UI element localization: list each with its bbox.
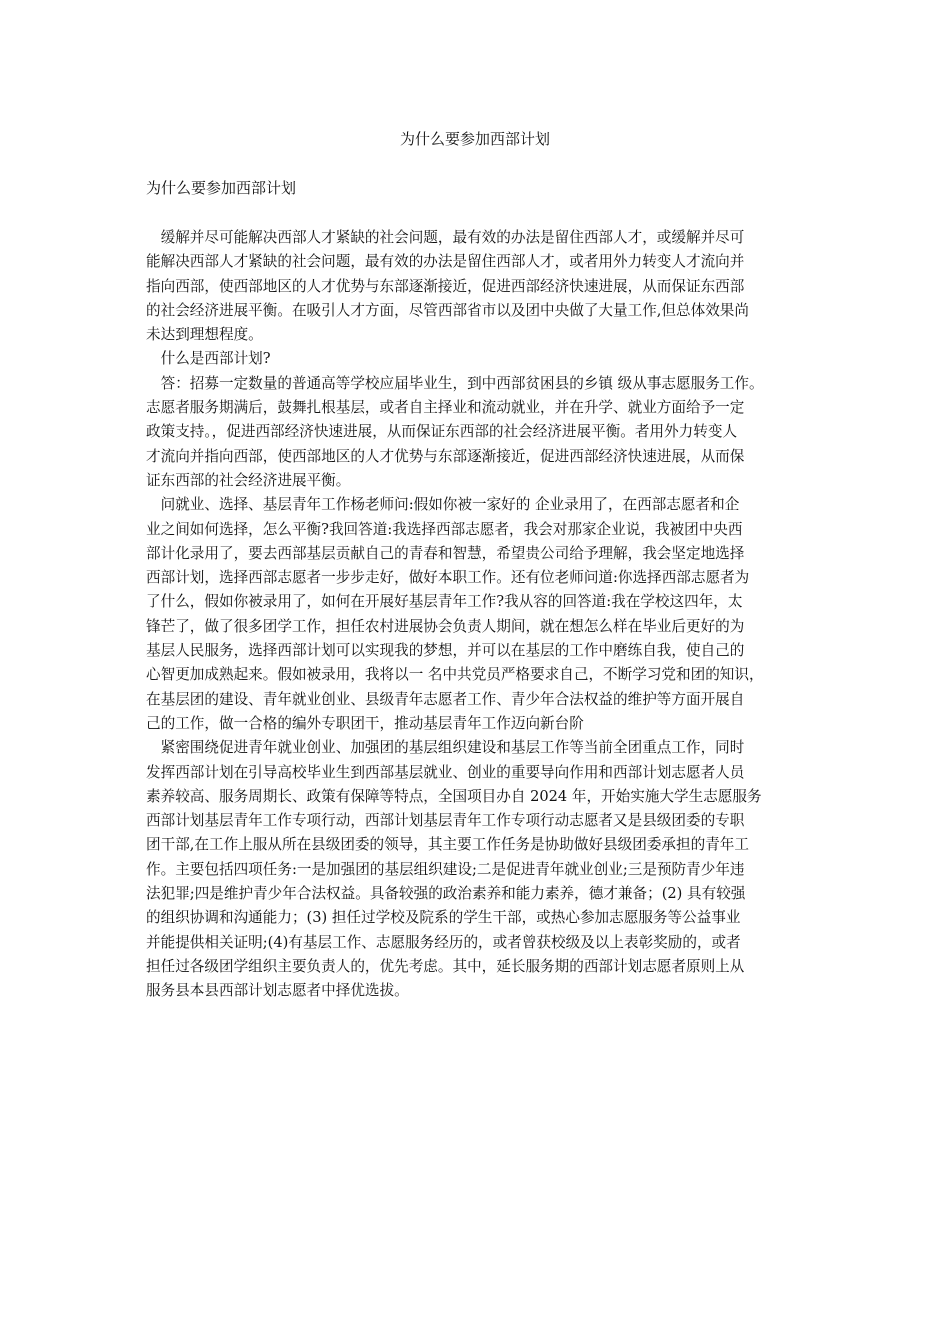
body-line: 发挥西部计划在引导高校毕业生到西部基层就业、创业的重要导向作用和西部计划志愿者人员 <box>146 763 745 781</box>
document-title: 为什么要参加西部计划 <box>399 130 550 148</box>
body-line: 指向西部，使西部地区的人才优势与东部逐渐接近，促进西部经济快速进展，从而保证东西部 <box>146 277 745 295</box>
body-line: 缓解并尽可能解决西部人才紧缺的社会问题，最有效的办法是留住西部人才，或缓解并尽可 <box>146 229 745 246</box>
body-line: 证东西部的社会经济进展平衡。 <box>146 471 351 489</box>
body-line: 的组织协调和沟通能力；(3) 担任过学校及院系的学生干部，或热心参加志愿服务等公益事业 <box>146 909 741 927</box>
body-line: 西部计划，选择西部志愿者一步步走好，做好本职工作。还有位老师问道:你选择西部志愿者为 <box>146 569 750 587</box>
body-line: 服务县本县西部计划志愿者中择优选拔。 <box>146 982 409 1000</box>
body-line: 团干部,在工作上服从所在县级团委的领导，其主要工作任务是协助做好县级团委承担的青年工 <box>146 836 749 854</box>
body-line: 什么是西部计划? <box>146 350 271 368</box>
body-line: 西部计划基层青年工作专项行动，西部计划基层青年工作专项行动志愿者又是县级团委的专职 <box>146 812 745 830</box>
body-line: 锋芒了，做了很多团学工作，担任农村进展协会负责人期间，就在想怎么样在毕业后更好的为 <box>146 617 745 635</box>
document-subtitle: 为什么要参加西部计划 <box>146 179 297 197</box>
body-line: 的社会经济进展平衡。在吸引人才方面，尽管西部省市以及团中央做了大量工作,但总体效果尚 <box>146 301 749 319</box>
body-line: 紧密围绕促进青年就业创业、加强团的基层组织建设和基层工作等当前全团重点工作，同时 <box>146 739 745 757</box>
body-line: 了什么，假如你被录用了，如何在开展好基层青年工作?我从容的回答道:我在学校这四年，太 <box>146 593 743 611</box>
body-line: 素养较高、服务周期长、政策有保障等特点，全国项目办自 2024 年，开始实施大学生志愿服务 <box>146 787 762 805</box>
body-line: 基层人民服务，选择西部计划可以实现我的梦想，并可以在基层的工作中磨练自我，使自己的 <box>146 642 745 660</box>
document-body <box>146 226 816 1004</box>
body-line: 业之间如何选择，怎么平衡?我回答道:我选择西部志愿者，我会对那家企业说，我被团中央西 <box>146 520 743 538</box>
body-line: 政策支持。，促进西部经济快速进展，从而保证东西部的社会经济进展平衡。者用外力转变人 <box>146 423 738 441</box>
body-line: 问就业、选择、基层青年工作杨老师问:假如你被一家好的 企业录用了，在西部志愿者和企 <box>146 496 740 514</box>
body-line: 才流向并指向西部，使西部地区的人才优势与东部逐渐接近，促进西部经济快速进展，从而保 <box>146 447 745 465</box>
body-line: 部计化录用了，要去西部基层贡献自己的青春和智慧，希望贵公司给予理解，我会坚定地选择 <box>146 544 745 562</box>
body-line: 心智更加成熟起来。假如被录用，我将以一 名中共党员严格要求自己，不断学习党和团的知识， <box>146 666 764 684</box>
body-line: 能解决西部人才紧缺的社会问题，最有效的办法是留住西部人才，或者用外力转变人才流向并 <box>146 253 745 271</box>
body-line: 未达到理想程度。 <box>146 326 263 344</box>
body-line: 法犯罪;四是维护青少年合法权益。具备较强的政治素养和能力素养，德才兼备；(2) 具有较强 <box>146 885 746 903</box>
body-line: 在基层团的建设、青年就业创业、县级青年志愿者工作、青少年合法权益的维护等方面开展自 <box>146 690 745 708</box>
body-line: 志愿者服务期满后，鼓舞扎根基层，或者自主择业和流动就业，并在升学、就业方面给予一定 <box>146 399 745 417</box>
body-line: 己的工作，做一合格的编外专职团干，推动基层青年工作迈向新台阶 <box>146 714 584 732</box>
body-line: 答：招募一定数量的普通高等学校应届毕业生，到中西部贫困县的乡镇 级从事志愿服务工作。 <box>146 374 764 392</box>
body-line: 并能提供相关证明;(4)有基层工作、志愿服务经历的，或者曾获校级及以上表彰奖励的，或者 <box>146 933 741 951</box>
body-line: 作。主要包括四项任务:一是加强团的基层组织建设;二是促进青年就业创业;三是预防青少年违 <box>146 860 745 878</box>
body-line: 担任过各级团学组织主要负责人的，优先考虑。其中，延长服务期的西部计划志愿者原则上从 <box>146 957 745 975</box>
